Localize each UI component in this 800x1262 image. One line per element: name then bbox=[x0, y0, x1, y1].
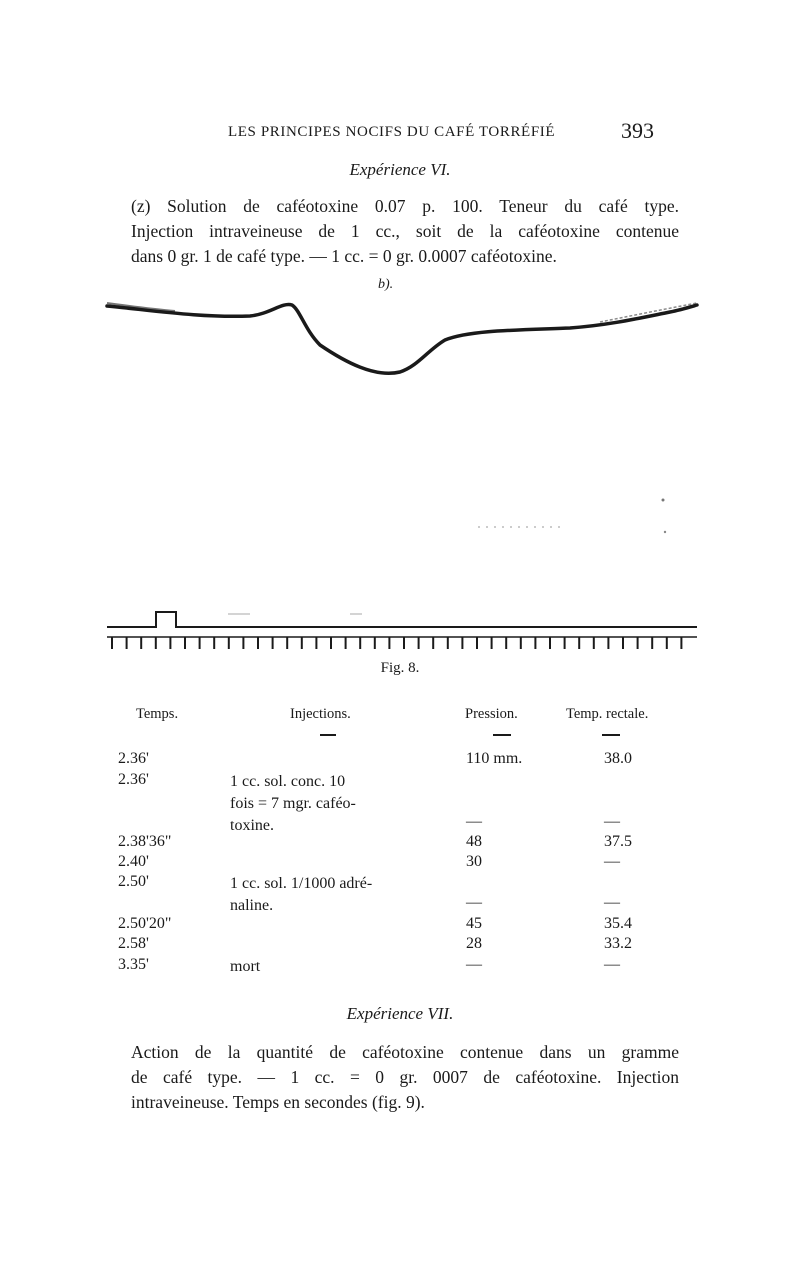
paragraph-line: de café type. — 1 cc. = 0 gr. 0007 de caféotoxine. Injection bbox=[131, 1067, 679, 1087]
temp-cell: 37.5 bbox=[604, 833, 632, 850]
pressure-cell: 110 mm. bbox=[466, 750, 523, 767]
table-row bbox=[0, 853, 800, 875]
paragraph-line: Action de la quantité de caféotoxine contenue dans un gramme bbox=[131, 1042, 679, 1062]
pressure-cell: 45 bbox=[466, 915, 482, 932]
pressure-cell: 28 bbox=[466, 935, 482, 952]
table-row bbox=[0, 935, 800, 957]
figure-sub-label: b). bbox=[378, 277, 394, 292]
table-row bbox=[0, 873, 800, 914]
experiment-7-title: Expérience VII. bbox=[346, 1004, 454, 1023]
header-temp: Temp. rectale. bbox=[566, 706, 649, 722]
header-pressure: Pression. bbox=[465, 706, 518, 722]
injection-cell: mort bbox=[230, 958, 261, 975]
pressure-cell: 48 bbox=[466, 833, 482, 850]
paragraph-line: intraveineuse. Temps en secondes (fig. 9). bbox=[131, 1092, 425, 1112]
header-dash bbox=[320, 734, 336, 736]
table-row bbox=[0, 833, 800, 855]
header-dash bbox=[602, 734, 620, 736]
pressure-cell: — bbox=[466, 956, 482, 973]
injection-cell: 1 cc. sol. 1/1000 adré- naline. bbox=[230, 875, 373, 914]
time-ticks bbox=[112, 637, 681, 649]
table-row bbox=[0, 915, 800, 937]
table-row bbox=[0, 956, 800, 978]
time-cell: 2.40' bbox=[118, 853, 149, 870]
temp-cell: — bbox=[604, 956, 620, 973]
time-cell: 2.50' bbox=[118, 873, 149, 890]
time-cell: 2.36' bbox=[118, 771, 149, 788]
time-cell: 2.58' bbox=[118, 935, 149, 952]
running-title: LES PRINCIPES NOCIFS DU CAFÉ TORRÉFIÉ bbox=[228, 124, 556, 140]
time-cell: 3.35' bbox=[118, 956, 149, 973]
header-dash bbox=[493, 734, 511, 736]
temp-cell: 33.2 bbox=[604, 935, 632, 952]
table-row bbox=[0, 771, 800, 834]
table-row bbox=[0, 750, 800, 772]
time-cell: 2.36' bbox=[118, 750, 149, 767]
temp-cell: 38.0 bbox=[604, 750, 632, 767]
pressure-trace bbox=[107, 305, 697, 374]
paragraph-line: (z) Solution de caféotoxine 0.07 p. 100. Teneur du café type. bbox=[131, 196, 679, 216]
header-time: Temps. bbox=[136, 706, 179, 722]
experiment-6-title: Expérience VI. bbox=[349, 160, 451, 179]
pressure-cell: — bbox=[466, 894, 482, 911]
temp-cell: — bbox=[604, 853, 620, 870]
pressure-cell: 30 bbox=[466, 853, 482, 870]
time-cell: 2.38'36" bbox=[118, 833, 172, 850]
injection-cell: 1 cc. sol. conc. 10 fois = 7 mgr. caféo- toxine. bbox=[230, 773, 356, 834]
temp-cell: — bbox=[604, 894, 620, 911]
figure-caption: Fig. 8. bbox=[380, 660, 420, 676]
signal-line bbox=[107, 612, 697, 627]
paragraph-line: dans 0 gr. 1 de café type. — 1 cc. = 0 gr. 0.0007 caféotoxine. bbox=[131, 246, 557, 266]
page-number: 393 bbox=[621, 118, 654, 143]
time-cell: 2.50'20" bbox=[118, 915, 172, 932]
paragraph-line: Injection intraveineuse de 1 cc., soit de la caféotoxine contenue bbox=[131, 221, 679, 241]
experiment-7-paragraph bbox=[131, 1040, 679, 1115]
header-injections: Injections. bbox=[290, 706, 351, 722]
temp-cell: 35.4 bbox=[604, 915, 632, 932]
pressure-cell: — bbox=[466, 813, 482, 830]
temp-cell: — bbox=[604, 813, 620, 830]
